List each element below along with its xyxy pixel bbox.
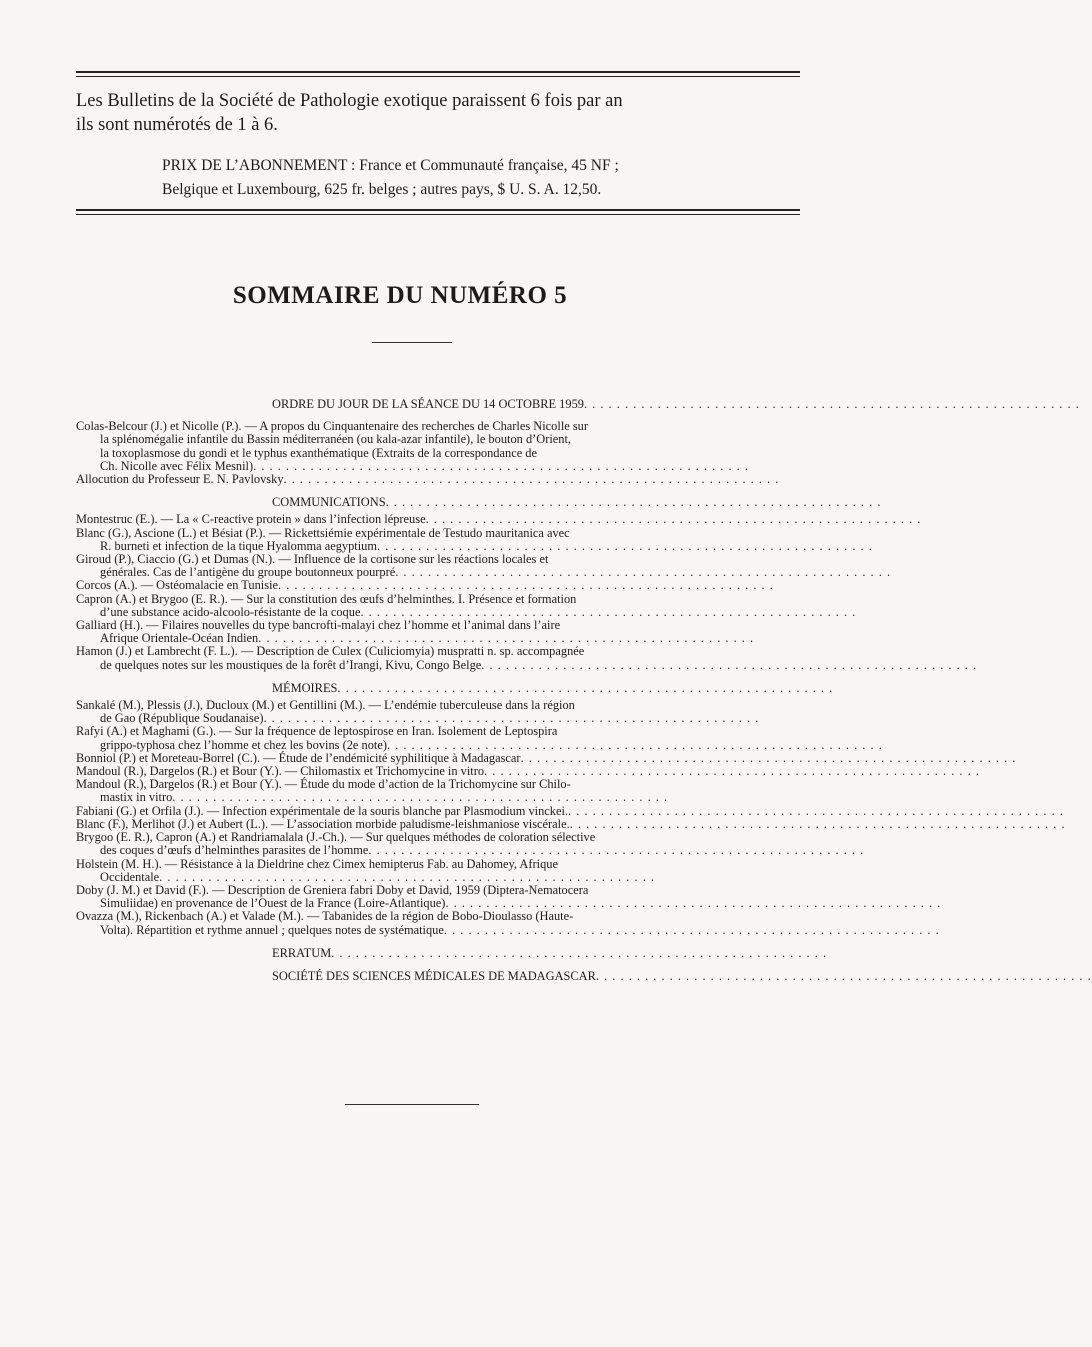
leader-dots: . . . . . . . . . . . . . . . . . . . . . . . . . . . . . . . . . . . . . . . . . . . . . . . . . . . . . . . . . . . . . bbox=[386, 737, 883, 752]
leader-dots: . . . . . . . . . . . . . . . . . . . . . . . . . . . . . . . . . . . . . . . . . . . . . . . . . . . . . . . . . . . . . bbox=[484, 764, 980, 779]
entry-line-text: Bonniol (P.) et Moreteau-Borrel (C.). — Étude de l’endémicité syphilitique à Madagascar bbox=[76, 750, 521, 765]
leader-dots: . . . . . . . . . . . . . . . . . . . . . . . . . . . . . . . . . . . . . . . . . . . . . . . . . . . . . . . . . . . . . bbox=[172, 790, 669, 805]
leader-dots: . . . . . . . . . . . . . . . . . . . . . . . . . . . . . . . . . . . . . . . . . . . . . . . . . . . . . . . . . . . . . bbox=[159, 869, 655, 884]
toc-entry bbox=[76, 512, 922, 527]
toc-entry bbox=[76, 882, 942, 911]
entry-line-text: Allocution du Professeur E. N. Pavlovsky bbox=[76, 472, 284, 487]
toc-entry bbox=[76, 591, 857, 619]
leader-dots: . . . . . . . . . . . . . . . . . . . . . . . . . . . . . . . . . . . . . . . . . . . . . . . . . . . . . . . . . . . . . bbox=[377, 538, 873, 553]
entry-line bbox=[76, 791, 764, 804]
leader-dots: . . . . . . . . . . . . . . . . . . . . . . . . . . . . . . . . . . . . . . . . . . . . . . . . . . . . . . . . . . . . . bbox=[520, 750, 1017, 765]
leader-dots: . . . . . . . . . . . . . . . . . . . . . . . . . . . . . . . . . . . . . . . . . . . . . . . . . . . . . . . . . . . . . bbox=[283, 472, 780, 487]
entry-line bbox=[76, 725, 764, 738]
entry-line-text: d’une substance acido-alcoolo-résistante de la coque bbox=[100, 604, 361, 619]
entry-line-text: Hamon (J.) et Lambrecht (F. L.). — Description de Culex (Culiciomyia) muspratti n. sp. accompagnée bbox=[76, 644, 585, 659]
top-rule-thin bbox=[76, 76, 800, 77]
entry-line-text: Occidentale bbox=[100, 869, 160, 884]
entry-line-text: R. burneti et infection de la tique Hyalomma aegyptium bbox=[100, 538, 377, 553]
toc-entry bbox=[76, 644, 978, 672]
leader-dots: . . . . . . . . . . . . . . . . . . . . . . . . . . . . . . . . . . . . . . . . . . . . . . . . . . . . . . . . . . . . . bbox=[569, 816, 1066, 831]
entry-line-text: la splénomégalie infantile du Bassin méditerranéen (ou kala-azar infantile), le bouton d’Orient, bbox=[100, 432, 572, 447]
toc-entry bbox=[76, 472, 780, 487]
entry-line bbox=[76, 657, 978, 672]
top-rule-thick bbox=[76, 71, 800, 73]
leader-dots: . . . . . . . . . . . . . . . . . . . . . . . . . . . . . . . . . . . . . . . . . . . . . . . . . . . . . . . . . . . . . bbox=[395, 565, 892, 580]
entry-line-text: Colas-Belcour (J.) et Nicolle (P.). — A propos du Cinquantenaire des recherches de Charles Nicolle sur bbox=[76, 419, 589, 434]
entry-line-text: de Gao (République Soudanaise) bbox=[100, 711, 264, 726]
bulletin-notice-line1: Les Bulletins de la Société de Pathologie exotique paraissent 6 fois par an bbox=[76, 91, 623, 111]
toc-entry bbox=[76, 724, 883, 752]
leader-dots: . . . . . . . . . . . . . . . . . . . . . . . . . . . . . . . . . . . . . . . . . . . . . . . . . . . . . . . . . . . . . bbox=[253, 458, 749, 473]
toc-entry bbox=[76, 552, 892, 580]
trailing-heading-text: ERRATUM bbox=[272, 945, 332, 960]
entry-line bbox=[76, 593, 764, 606]
entry-line-text: Giroud (P.), Ciaccio (G.) et Dumas (N.). — Influence de la cortisone sur les réactions locales et bbox=[76, 552, 549, 567]
entry-line-text: des coques d’œufs d’helminthes parasites de l’homme bbox=[100, 843, 369, 858]
leader-dots: . . . . . . . . . . . . . . . . . . . . . . . . . . . . . . . . . . . . . . . . . . . . . . . . . . . . . . . . . . . . . bbox=[331, 945, 828, 960]
toc-entry bbox=[76, 858, 764, 884]
entry-line bbox=[76, 578, 774, 593]
toc-entry bbox=[76, 699, 764, 725]
leader-dots: . . . . . . . . . . . . . . . . . . . . . . . . . . . . . . . . . . . . . . . . . . . . . . . . . . . . . . . . . . . . . bbox=[385, 495, 882, 510]
toc-entry bbox=[76, 578, 774, 593]
bulletin-notice-line2: ils sont numérotés de 1 à 6. bbox=[76, 115, 278, 135]
entry-line-text: mastix in vitro bbox=[100, 790, 173, 805]
bottom-rule bbox=[345, 1104, 479, 1105]
entry-line-text: Afrique Orientale-Océan Indien bbox=[100, 631, 259, 646]
section-heading bbox=[76, 495, 882, 510]
leader-dots: . . . . . . . . . . . . . . . . . . . . . . . . . . . . . . . . . . . . . . . . . . . . . . . . . . . . . . . . . . . . . bbox=[368, 843, 865, 858]
title-underline bbox=[372, 342, 452, 343]
entry-line bbox=[76, 858, 764, 871]
entry-line-text: Brygoo (E. R.), Capron (A.) et Randriamalala (J.-Ch.). — Sur quelques méthodes de coloration sélective bbox=[76, 830, 596, 845]
entry-line-text: générales. Cas de l’antigène du groupe boutonneux pourpré bbox=[100, 565, 396, 580]
toc-entry bbox=[76, 909, 940, 937]
entry-line bbox=[76, 645, 764, 658]
leader-dots: . . . . . . . . . . . . . . . . . . . . . . . . . . . . . . . . . . . . . . . . . . . . . . . . . . . . . . . . . . . . . bbox=[443, 922, 940, 937]
entry-line-text: Corcos (A.). — Ostéomalacie en Tunisie bbox=[76, 578, 279, 593]
entry-line-text: Mandoul (R.), Dargelos (R.) et Bour (Y.). — Chilomastix et Trichomycine in vitro bbox=[76, 764, 485, 779]
leader-dots: . . . . . . . . . . . . . . . . . . . . . . . . . . . . . . . . . . . . . . . . . . . . . . . . . . . . . . . . . . . . . bbox=[481, 657, 978, 672]
section-heading bbox=[76, 397, 1080, 411]
entry-line-text: Galliard (H.). — Filaires nouvelles du type bancrofti-malayi chez l’homme et l’animal dans l’aire bbox=[76, 618, 561, 633]
leader-dots: . . . . . . . . . . . . . . . . . . . . . . . . . . . . . . . . . . . . . . . . . . . . . . . . . . . . . . . . . . . . . bbox=[278, 578, 774, 593]
entry-line-text: Blanc (F.), Merlihot (J.) et Aubert (L.). — L’association morbide paludisme-leishmaniose viscérale. bbox=[76, 816, 570, 831]
trailing-heading bbox=[76, 968, 1092, 983]
leader-dots: . . . . . . . . . . . . . . . . . . . . . . . . . . . . . . . . . . . . . . . . . . . . . . . . . . . . . . . . . . . . . bbox=[263, 711, 760, 726]
section-heading bbox=[76, 680, 834, 695]
subscription-price-line2: Belgique et Luxembourg, 625 fr. belges ; autres pays, $ U. S. A. 12,50. bbox=[162, 181, 602, 198]
toc-entry bbox=[76, 830, 865, 858]
entry-line bbox=[76, 527, 764, 540]
toc-entry bbox=[76, 420, 764, 473]
section-heading-text: COMMUNICATIONS bbox=[272, 495, 386, 510]
entry-line bbox=[76, 803, 1064, 818]
entry-line-text: Capron (A.) et Brygoo (E. R.). — Sur la constitution des œufs d’helminthes. I. Présence et formation bbox=[76, 591, 577, 606]
entry-line bbox=[76, 910, 764, 923]
page-title: SOMMAIRE DU NUMÉRO 5 bbox=[232, 282, 568, 309]
entry-line bbox=[76, 922, 940, 937]
entry-line-text: grippo-typhosa chez l’homme et chez les bovins (2e note) bbox=[100, 737, 387, 752]
toc-entry bbox=[76, 619, 764, 645]
leader-dots: . . . . . . . . . . . . . . . . . . . . . . . . . . . . . . . . . . . . . . . . . . . . . . . . . . . . . . . . . . . . . bbox=[258, 631, 755, 646]
entry-line bbox=[76, 871, 764, 884]
entry-line-text: Volta). Répartition et rythme annuel ; quelques notes de systématique bbox=[100, 922, 444, 937]
entry-line bbox=[76, 472, 780, 487]
entry-line-text: Sankalé (M.), Plessis (J.), Ducloux (M.) et Gentillini (M.). — L’endémie tuberculeuse dans la région bbox=[76, 698, 575, 713]
entry-line-text: la toxoplasmose du gondi et le typhus exanthématique (Extraits de la correspondance de bbox=[100, 445, 537, 460]
entry-line bbox=[76, 433, 764, 446]
leader-dots: . . . . . . . . . . . . . . . . . . . . . . . . . . . . . . . . . . . . . . . . . . . . . . . . . . . . . . . . . . . . . bbox=[595, 968, 1092, 983]
header-bottom-rule-thin bbox=[76, 214, 800, 215]
entry-line bbox=[76, 512, 922, 527]
toc-entry bbox=[76, 778, 764, 804]
entry-line bbox=[76, 737, 883, 752]
entry-line-text: Mandoul (R.), Dargelos (R.) et Bour (Y.). — Étude du mode d’action de la Trichomycine sur Chilo- bbox=[76, 777, 571, 792]
entry-line-text: de quelques notes sur les moustiques de la forêt d’Irangi, Kivu, Congo Belge bbox=[100, 657, 482, 672]
toc-entry bbox=[76, 803, 1064, 818]
entry-line-text: Ch. Nicolle avec Félix Mesnil) bbox=[100, 458, 254, 473]
entry-line-text: Blanc (G.), Ascione (L.) et Bésiat (P.). — Rickettsiémie expérimentale de Testudo mauritanica avec bbox=[76, 525, 570, 540]
trailing-heading-text: SOCIÉTÉ DES SCIENCES MÉDICALES DE MADAGASCAR bbox=[272, 968, 596, 983]
leader-dots: . . . . . . . . . . . . . . . . . . . . . . . . . . . . . . . . . . . . . . . . . . . . . . . . . . . . . . . . . . . . . bbox=[425, 512, 922, 527]
entry-line-text: Holstein (M. H.). — Résistance à la Dieldrine chez Cimex hemipterus Fab. au Dahomey, Afrique bbox=[76, 856, 558, 871]
entry-line bbox=[76, 843, 865, 858]
leader-dots: . . . . . . . . . . . . . . . . . . . . . . . . . . . . . . . . . . . . . . . . . . . . . . . . . . . . . . . . . . . . . bbox=[583, 397, 1080, 411]
entry-line-text: Doby (J. M.) et David (F.). — Description de Greniera fabri Doby et David, 1959 (Diptera-Nematocera bbox=[76, 882, 589, 897]
trailing-heading bbox=[76, 945, 828, 960]
header-bottom-rule-thick bbox=[76, 209, 800, 211]
entry-line-text: Rafyi (A.) et Maghami (G.). — Sur la fréquence de leptospirose en Iran. Isolement de Leptospira bbox=[76, 724, 558, 739]
entry-line bbox=[76, 447, 764, 460]
section-heading-text: MÉMOIRES bbox=[272, 680, 338, 695]
leader-dots: . . . . . . . . . . . . . . . . . . . . . . . . . . . . . . . . . . . . . . . . . . . . . . . . . . . . . . . . . . . . . bbox=[568, 803, 1064, 818]
leader-dots: . . . . . . . . . . . . . . . . . . . . . . . . . . . . . . . . . . . . . . . . . . . . . . . . . . . . . . . . . . . . . bbox=[445, 896, 942, 911]
subscription-price-line1: PRIX DE L’ABONNEMENT : France et Communauté française, 45 NF ; bbox=[162, 157, 619, 174]
toc-entry bbox=[76, 525, 873, 553]
leader-dots: . . . . . . . . . . . . . . . . . . . . . . . . . . . . . . . . . . . . . . . . . . . . . . . . . . . . . . . . . . . . . bbox=[360, 604, 857, 619]
section-heading-text: ORDRE DU JOUR DE LA SÉANCE DU 14 OCTOBRE 1959 bbox=[272, 397, 584, 411]
entry-line-text: Simuliidae) en provenance de l’Ouest de la France (Loire-Atlantique) bbox=[100, 896, 446, 911]
entry-line-text: Ovazza (M.), Rickenbach (A.) et Valade (M.). — Tabanides de la région de Bobo-Dioulasso (Haute- bbox=[76, 909, 574, 924]
leader-dots: . . . . . . . . . . . . . . . . . . . . . . . . . . . . . . . . . . . . . . . . . . . . . . . . . . . . . . . . . . . . . bbox=[337, 680, 834, 695]
entry-line-text: Fabiani (G.) et Orfila (J.). — Infection expérimentale de la souris blanche par Plasmodium vinckei. bbox=[76, 803, 569, 818]
table-of-contents bbox=[76, 397, 1092, 987]
entry-line-text: Montestruc (E.). — La « C-reactive protein » dans l’infection lépreuse bbox=[76, 512, 426, 527]
